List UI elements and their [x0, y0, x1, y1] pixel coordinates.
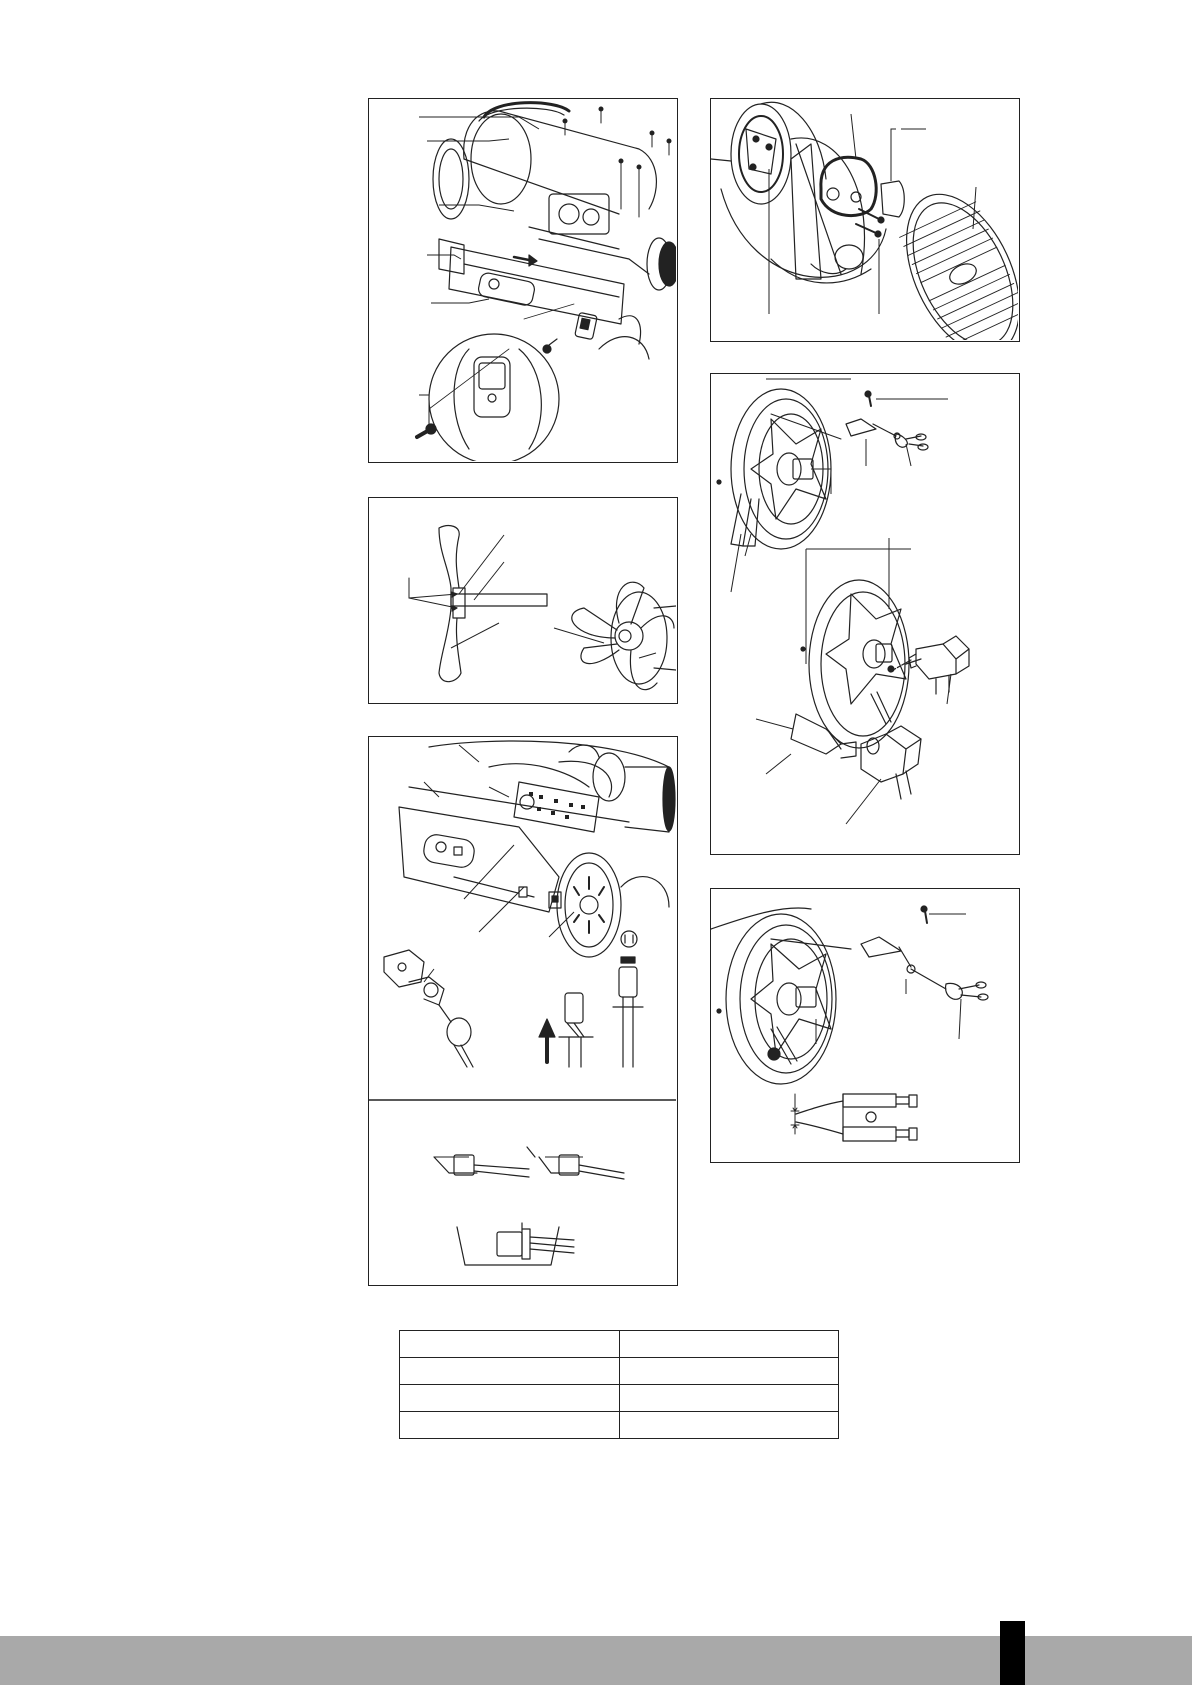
- table-cell: [619, 1412, 839, 1439]
- table-row: [400, 1358, 839, 1385]
- callout-leaders: [369, 99, 676, 461]
- figure-ignition-electrode-gap: [710, 888, 1020, 1163]
- table-row: [400, 1412, 839, 1439]
- callout-leaders: [369, 498, 676, 702]
- callout-leaders: [711, 374, 1018, 853]
- table-cell: [619, 1331, 839, 1358]
- callout-leaders: [711, 99, 1018, 340]
- callout-leaders: [369, 737, 676, 1284]
- table-row: [400, 1331, 839, 1358]
- specification-table: [399, 1330, 839, 1439]
- figure-burner-nozzle-assembly: [710, 373, 1020, 855]
- figure-photocell-control-board: [368, 736, 678, 1286]
- table-cell: [400, 1331, 620, 1358]
- table-row: [400, 1385, 839, 1412]
- table-cell: [400, 1385, 620, 1412]
- page-number-tab: [1000, 1621, 1025, 1685]
- table-cell: [400, 1412, 620, 1439]
- figure-heater-side-panel-removal: [368, 98, 678, 463]
- callout-leaders: [711, 889, 1018, 1161]
- table-cell: [619, 1385, 839, 1412]
- figure-fan-guard-handle-removal: [710, 98, 1020, 342]
- table-cell: [619, 1358, 839, 1385]
- table-cell: [400, 1358, 620, 1385]
- figure-fan-blade-hub: [368, 497, 678, 704]
